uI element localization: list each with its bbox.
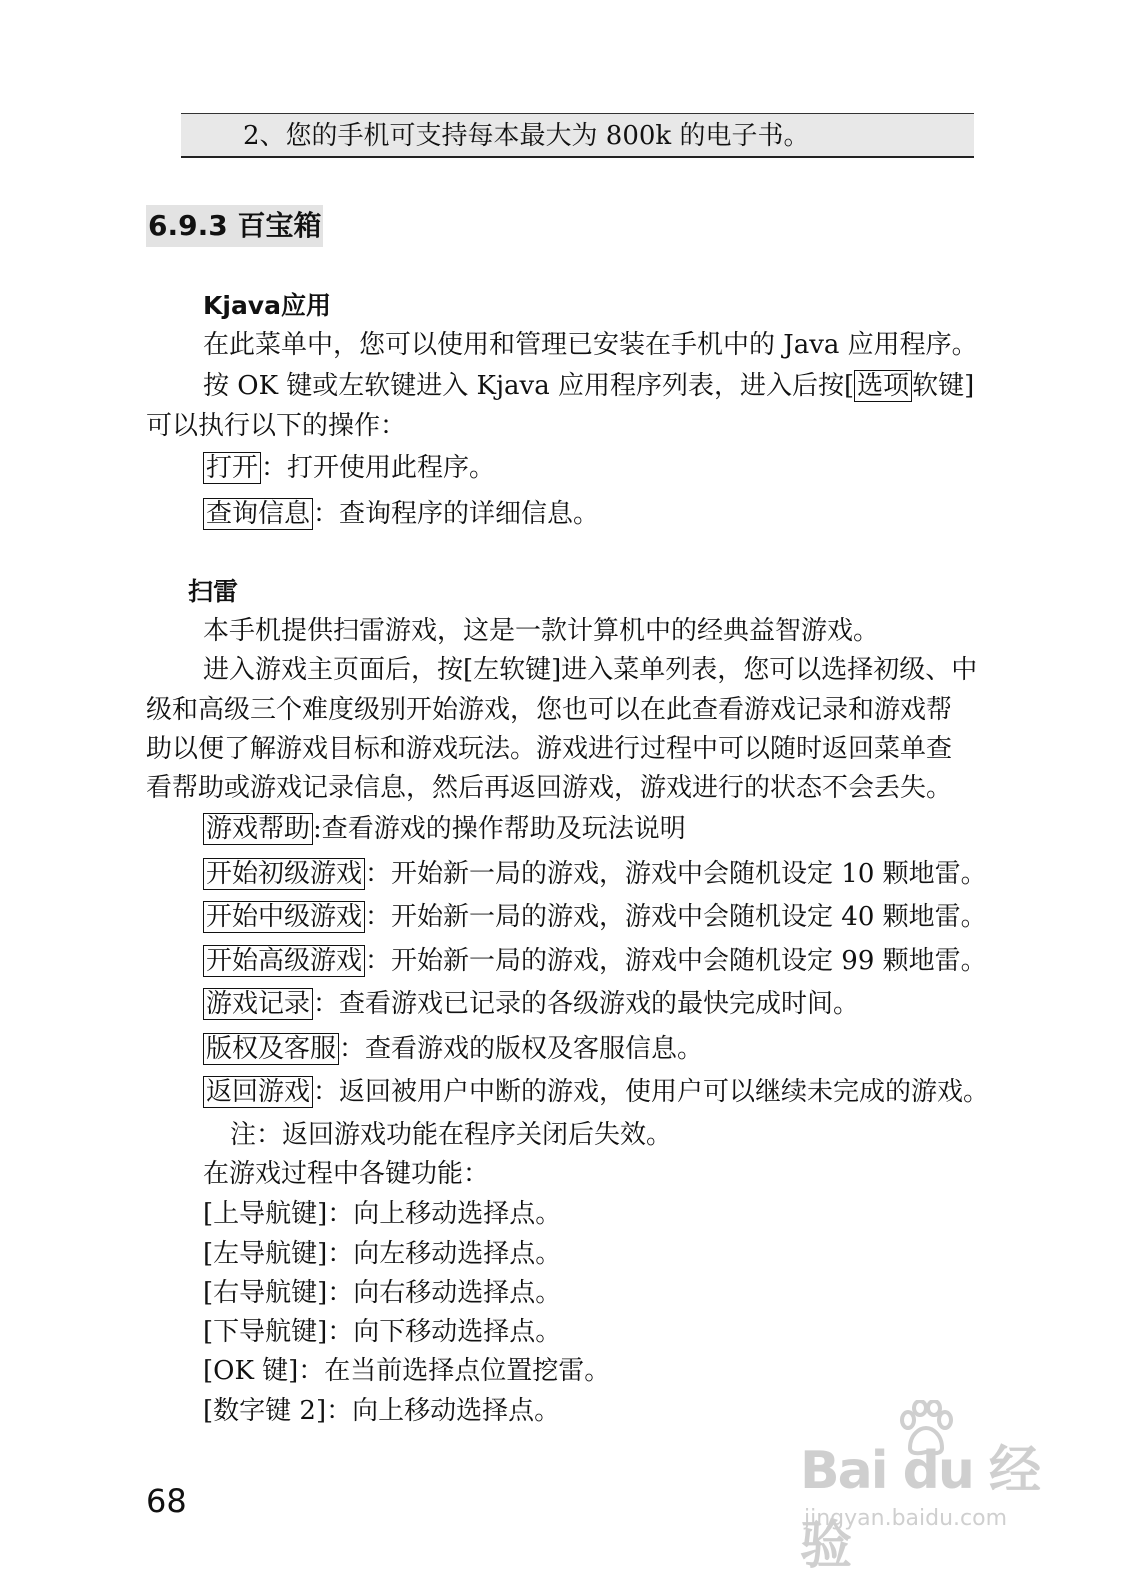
mine-paragraph-2-line-3: 助以便了解游戏目标和游戏玩法。游戏进行过程中可以随时返回菜单查 [146,734,953,764]
kjava-paragraph-2-cont: 可以执行以下的操作： [146,411,407,441]
page-number: 68 [146,1482,187,1520]
kjava-paragraph-2 [203,368,974,404]
key-line: [OK 键]：在当前选择点位置挖雷。 [203,1356,611,1386]
mine-item-label: 游戏记录 [203,988,313,1020]
minesweeper-heading: 扫雷 [188,577,239,606]
mine-item-desc: ：开始新一局的游戏，游戏中会随机设定 40 颗地雷。 [365,902,987,932]
mine-item-label: 开始中级游戏 [203,901,365,933]
mine-item [203,1074,989,1110]
option-info-desc: ：查询程序的详细信息。 [313,499,600,529]
mine-item-label: 版权及客服 [203,1033,339,1065]
key-line: [右导航键]：向右移动选择点。 [203,1278,562,1308]
note-text: 2、您的手机可支持每本最大为 800k 的电子书。 [243,121,810,151]
option-open [203,450,495,486]
mine-paragraph-2-line-1: 进入游戏主页面后，按[左软键]进入菜单列表，您可以选择初级、中 [203,655,978,685]
kjava-p2-text-b: 软键] [912,371,975,401]
keys-intro: 在游戏过程中各键功能： [203,1159,490,1189]
kjava-heading: Kjava应用 [203,291,331,320]
mine-paragraph-1: 本手机提供扫雷游戏，这是一款计算机中的经典益智游戏。 [203,616,880,646]
option-open-label: 打开 [203,452,261,484]
key-line: [上导航键]：向上移动选择点。 [203,1199,562,1229]
mine-item-label: 返回游戏 [203,1076,313,1108]
section-title: 6.9.3 百宝箱 [146,205,323,247]
mine-note: 注：返回游戏功能在程序关闭后失效。 [230,1120,673,1150]
mine-item-desc: ：开始新一局的游戏，游戏中会随机设定 10 颗地雷。 [365,859,987,889]
option-open-desc: ：打开使用此程序。 [261,453,496,483]
note-box [181,113,974,158]
baidu-watermark [800,1400,1060,1576]
mine-item-label: 游戏帮助 [203,813,313,845]
mine-item-desc: ：查看游戏已记录的各级游戏的最快完成时间。 [313,989,860,1019]
kjava-paragraph-1: 在此菜单中，您可以使用和管理已安装在手机中的 Java 应用程序。 [203,330,978,360]
mine-item-desc: ：开始新一局的游戏，游戏中会随机设定 99 颗地雷。 [365,946,987,976]
mine-paragraph-2-line-2: 级和高级三个难度级别开始游戏，您也可以在此查看游戏记录和游戏帮 [146,695,953,725]
mine-item-desc: ：返回被用户中断的游戏，使用户可以继续未完成的游戏。 [313,1077,990,1107]
option-info-label: 查询信息 [203,498,313,530]
options-softkey-label: 选项 [854,370,912,402]
mine-item-label: 开始高级游戏 [203,945,365,977]
mine-item [203,1031,703,1067]
key-line: [下导航键]：向下移动选择点。 [203,1317,562,1347]
mine-item [203,986,859,1022]
option-info [203,496,599,532]
mine-item [203,856,987,892]
mine-item [203,943,987,979]
watermark-url: jingyan.baidu.com [804,1506,1008,1531]
mine-item-desc: ：查看游戏的版权及客服信息。 [339,1034,704,1064]
mine-item-label: 开始初级游戏 [203,858,365,890]
mine-item [203,811,686,847]
mine-item-desc: :查看游戏的操作帮助及玩法说明 [313,814,686,844]
mine-item [203,899,987,935]
key-line: [左导航键]：向左移动选择点。 [203,1239,562,1269]
kjava-p2-text-a: 按 OK 键或左软键进入 Kjava 应用程序列表，进入后按[ [203,371,855,401]
key-line: [数字键 2]：向上移动选择点。 [203,1396,561,1426]
watermark-logo-text: Bai du 经验 [800,1441,1039,1576]
mine-paragraph-2-line-4: 看帮助或游戏记录信息，然后再返回游戏，游戏进行的状态不会丢失。 [146,773,953,803]
